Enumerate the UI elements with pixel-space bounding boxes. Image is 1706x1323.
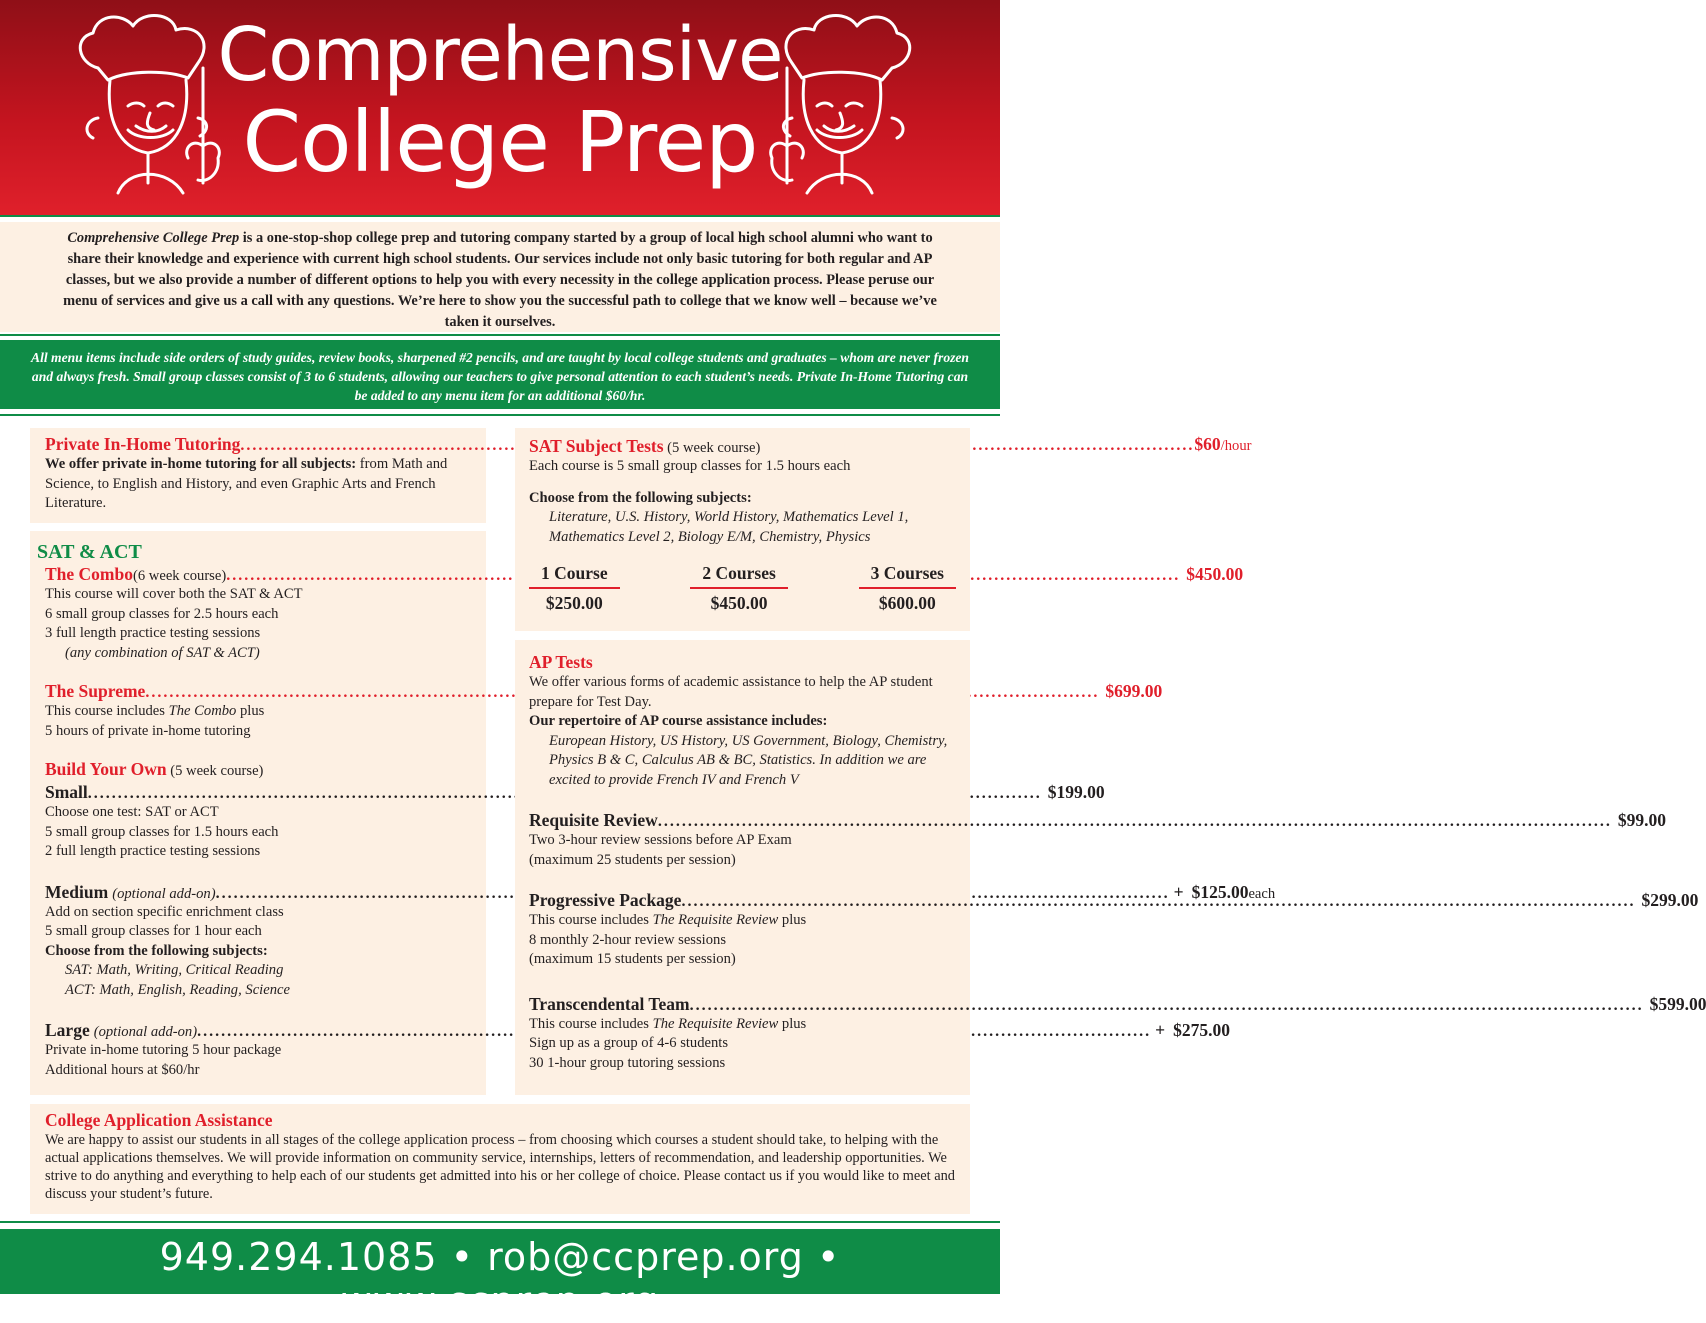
pricing-column <box>690 563 787 614</box>
college-app-box <box>30 1104 970 1214</box>
small-price: $199.00 <box>1047 782 1105 802</box>
private-tutoring-name: Private In-Home Tutoring <box>45 434 241 454</box>
build-heading-row <box>45 759 471 780</box>
private-tutoring-lead: We offer private in-home tutoring for all subjects: <box>45 456 357 472</box>
ap-heading: AP Tests <box>529 652 593 672</box>
private-tutoring-unit: /hour <box>1220 438 1252 454</box>
requisite-row <box>529 810 1666 831</box>
ap-courses: European History, US History, US Government, Biology, Chemistry, Physics B & C, Calculus AB & BC, Statistics. In addition we are excited to provide French IV and French V <box>549 732 948 788</box>
ap-repertoire: Our repertoire of AP course assistance includes: <box>529 713 828 729</box>
combo-italic-note: (any combination of SAT & ACT) <box>65 644 260 661</box>
pricing-label: 2 Courses <box>690 563 787 589</box>
build-note: (5 week course) <box>166 763 264 779</box>
supreme-price: $699.00 <box>1105 681 1163 701</box>
progressive-line: 8 monthly 2-hour review sessions <box>529 931 726 948</box>
medium-each: each <box>1248 885 1276 902</box>
progressive-line-b: plus <box>778 912 807 928</box>
sat-subject-list: Literature, U.S. History, World History, Mathematics Level 1, Mathematics Level 2, Biology E/M, Chemistry, Physics <box>549 509 909 545</box>
divider-green <box>0 334 1000 336</box>
medium-note: (optional add-on) <box>112 885 216 902</box>
requisite-price: $99.00 <box>1617 810 1666 830</box>
sat-subject-pricing-table <box>529 563 956 614</box>
build-heading: Build Your Own <box>45 759 167 779</box>
pricing-value: $250.00 <box>545 593 603 613</box>
small-line: 5 small group classes for 1.5 hours each <box>45 823 279 840</box>
sat-subject-line: Each course is 5 small group classes for 1.5 hours each <box>529 458 851 474</box>
progressive-name: Progressive Package <box>529 890 682 910</box>
small-name: Small <box>45 782 88 802</box>
progressive-line-a: This course includes <box>529 912 653 928</box>
supreme-line <box>45 702 471 722</box>
medium-price: $125.00 <box>1191 881 1249 902</box>
leader-dots <box>681 893 1635 911</box>
transcendental-line-italic: The Requisite Review <box>652 1015 779 1032</box>
large-price: $275.00 <box>1173 1020 1230 1040</box>
transcendental-line-a: This course includes <box>529 1015 653 1032</box>
college-heading: College Application Assistance <box>45 1110 273 1130</box>
private-tutoring-text: from Math and Science, to English and History, and even Graphic Arts and French Literature. <box>45 456 448 511</box>
divider-green <box>0 414 1000 416</box>
leader-dots <box>658 813 1612 831</box>
progressive-line <box>529 911 956 931</box>
progressive-line: (maximum 15 students per session) <box>529 951 736 967</box>
combo-line: 3 full length practice testing sessions <box>45 625 261 641</box>
chef-right-illustration <box>742 8 932 208</box>
notice-text: All menu items include side orders of study guides, review books, sharpened #2 pencils, and are taught by local college students and graduates – whom are never frozen and always fresh. Small group classes consist of 3 to 6 students, allowing our teachers to give personal attention to each student’s needs. Private In-Home Tutoring can be added to any menu item for an additional $60/hr. <box>31 350 969 403</box>
large-line: Additional hours at $60/hr <box>45 1061 200 1078</box>
combo-note: (6 week course) <box>133 568 227 584</box>
transcendental-price: $599.00 <box>1649 993 1706 1014</box>
combo-name: The Combo <box>45 564 133 584</box>
private-tutoring-price: $60 <box>1194 434 1221 454</box>
title-line-1: Comprehensive <box>217 12 783 98</box>
supreme-name: The Supreme <box>45 681 146 701</box>
notice-band <box>0 340 1000 409</box>
large-line: Private in-home tutoring 5 hour package <box>45 1042 282 1058</box>
progressive-price: $299.00 <box>1641 890 1699 910</box>
ap-intro: We offer various forms of academic assistance to help the AP student prepare for Test Day. <box>529 674 933 710</box>
medium-subject: ACT: Math, English, Reading, Science <box>65 981 290 998</box>
pricing-label: 3 Courses <box>859 563 956 589</box>
transcendental-row <box>529 993 1706 1015</box>
intro-text <box>55 228 945 333</box>
private-tutoring-desc <box>45 455 471 514</box>
medium-choose: Choose from the following subjects: <box>45 942 268 959</box>
leader-dots <box>690 997 1644 1015</box>
small-row <box>45 782 1105 803</box>
transcendental-line: Sign up as a group of 4-6 students <box>529 1035 729 1051</box>
college-text: We are happy to assist our students in all stages of the college application process – from choosing which courses a student should take, to helping with the actual applications themselves. We will provide information on community service, internships, letters of recommendation, and leadership opportunities. We strive to do anything and everything to help each of our students get admitted into his or her college of choice. Please contact us if you would like to meet and discuss your student’s future. <box>45 1132 955 1202</box>
footer-contact: 949.294.1085 • rob@ccprep.org • www.ccprep.org <box>159 1235 841 1323</box>
pricing-column <box>529 563 620 614</box>
large-note: (optional add-on) <box>93 1024 198 1040</box>
pricing-column <box>859 563 956 614</box>
large-plus: + <box>1155 1020 1166 1040</box>
transcendental-line: 30 1-hour group tutoring sessions <box>529 1054 726 1071</box>
transcendental-line <box>529 1015 956 1035</box>
divider-green <box>0 215 1000 217</box>
combo-line: This course will cover both the SAT & ACT <box>45 586 303 602</box>
medium-plus: + <box>1173 881 1184 902</box>
requisite-line: (maximum 25 students per session) <box>529 851 736 868</box>
medium-line: Add on section specific enrichment class <box>45 903 284 920</box>
transcendental-line-b: plus <box>778 1015 807 1032</box>
combo-line: 6 small group classes for 2.5 hours each <box>45 605 279 622</box>
transcendental-name: Transcendental Team <box>529 993 690 1014</box>
requisite-line: Two 3-hour review sessions before AP Exam <box>529 832 792 848</box>
intro-body: is a one-stop-shop college prep and tutoring company started by a group of local high school alumni who want to share their knowledge and experience with current high school students. Our services include not only basic tutoring for both regular and AP classes, but we also provide a number of different options to help you with every necessity in the college application process. Please peruse our menu of services and give us a call with any questions. We’re here to show you the successful path to college that we know well – because we’ve taken it ourselves. <box>63 230 937 330</box>
sat-subject-choose: Choose from the following subjects: <box>529 489 752 506</box>
progressive-line-italic: The Requisite Review <box>652 912 779 928</box>
supreme-line: 5 hours of private in-home tutoring <box>45 722 251 739</box>
medium-subject: SAT: Math, Writing, Critical Reading <box>65 962 284 978</box>
large-name: Large <box>45 1020 90 1040</box>
supreme-line-b: plus <box>236 703 265 719</box>
small-line: 2 full length practice testing sessions <box>45 843 261 859</box>
pricing-value: $600.00 <box>878 593 936 613</box>
intro-section <box>0 222 1000 332</box>
sat-subject-box <box>515 428 970 631</box>
header-banner <box>0 0 1000 215</box>
sat-subject-name: SAT Subject Tests <box>529 436 664 456</box>
small-line: Choose one test: SAT or ACT <box>45 804 219 820</box>
medium-line: 5 small group classes for 1 hour each <box>45 923 262 939</box>
title-line-2: College Prep <box>242 93 758 191</box>
sat-subject-heading-row <box>529 436 956 457</box>
divider-green <box>0 1221 1000 1223</box>
sat-subject-note: (5 week course) <box>663 440 761 456</box>
pricing-value: $450.00 <box>710 593 768 613</box>
requisite-name: Requisite Review <box>529 810 658 830</box>
intro-company: Comprehensive College Prep <box>67 230 240 246</box>
medium-name: Medium <box>45 881 109 902</box>
supreme-line-a: This course includes <box>45 703 169 719</box>
sat-act-heading: SAT & ACT <box>37 541 142 563</box>
combo-price: $450.00 <box>1186 564 1244 584</box>
footer-contact-band <box>0 1229 1000 1323</box>
supreme-line-italic: The Combo <box>168 703 237 719</box>
pricing-label: 1 Course <box>529 563 620 589</box>
